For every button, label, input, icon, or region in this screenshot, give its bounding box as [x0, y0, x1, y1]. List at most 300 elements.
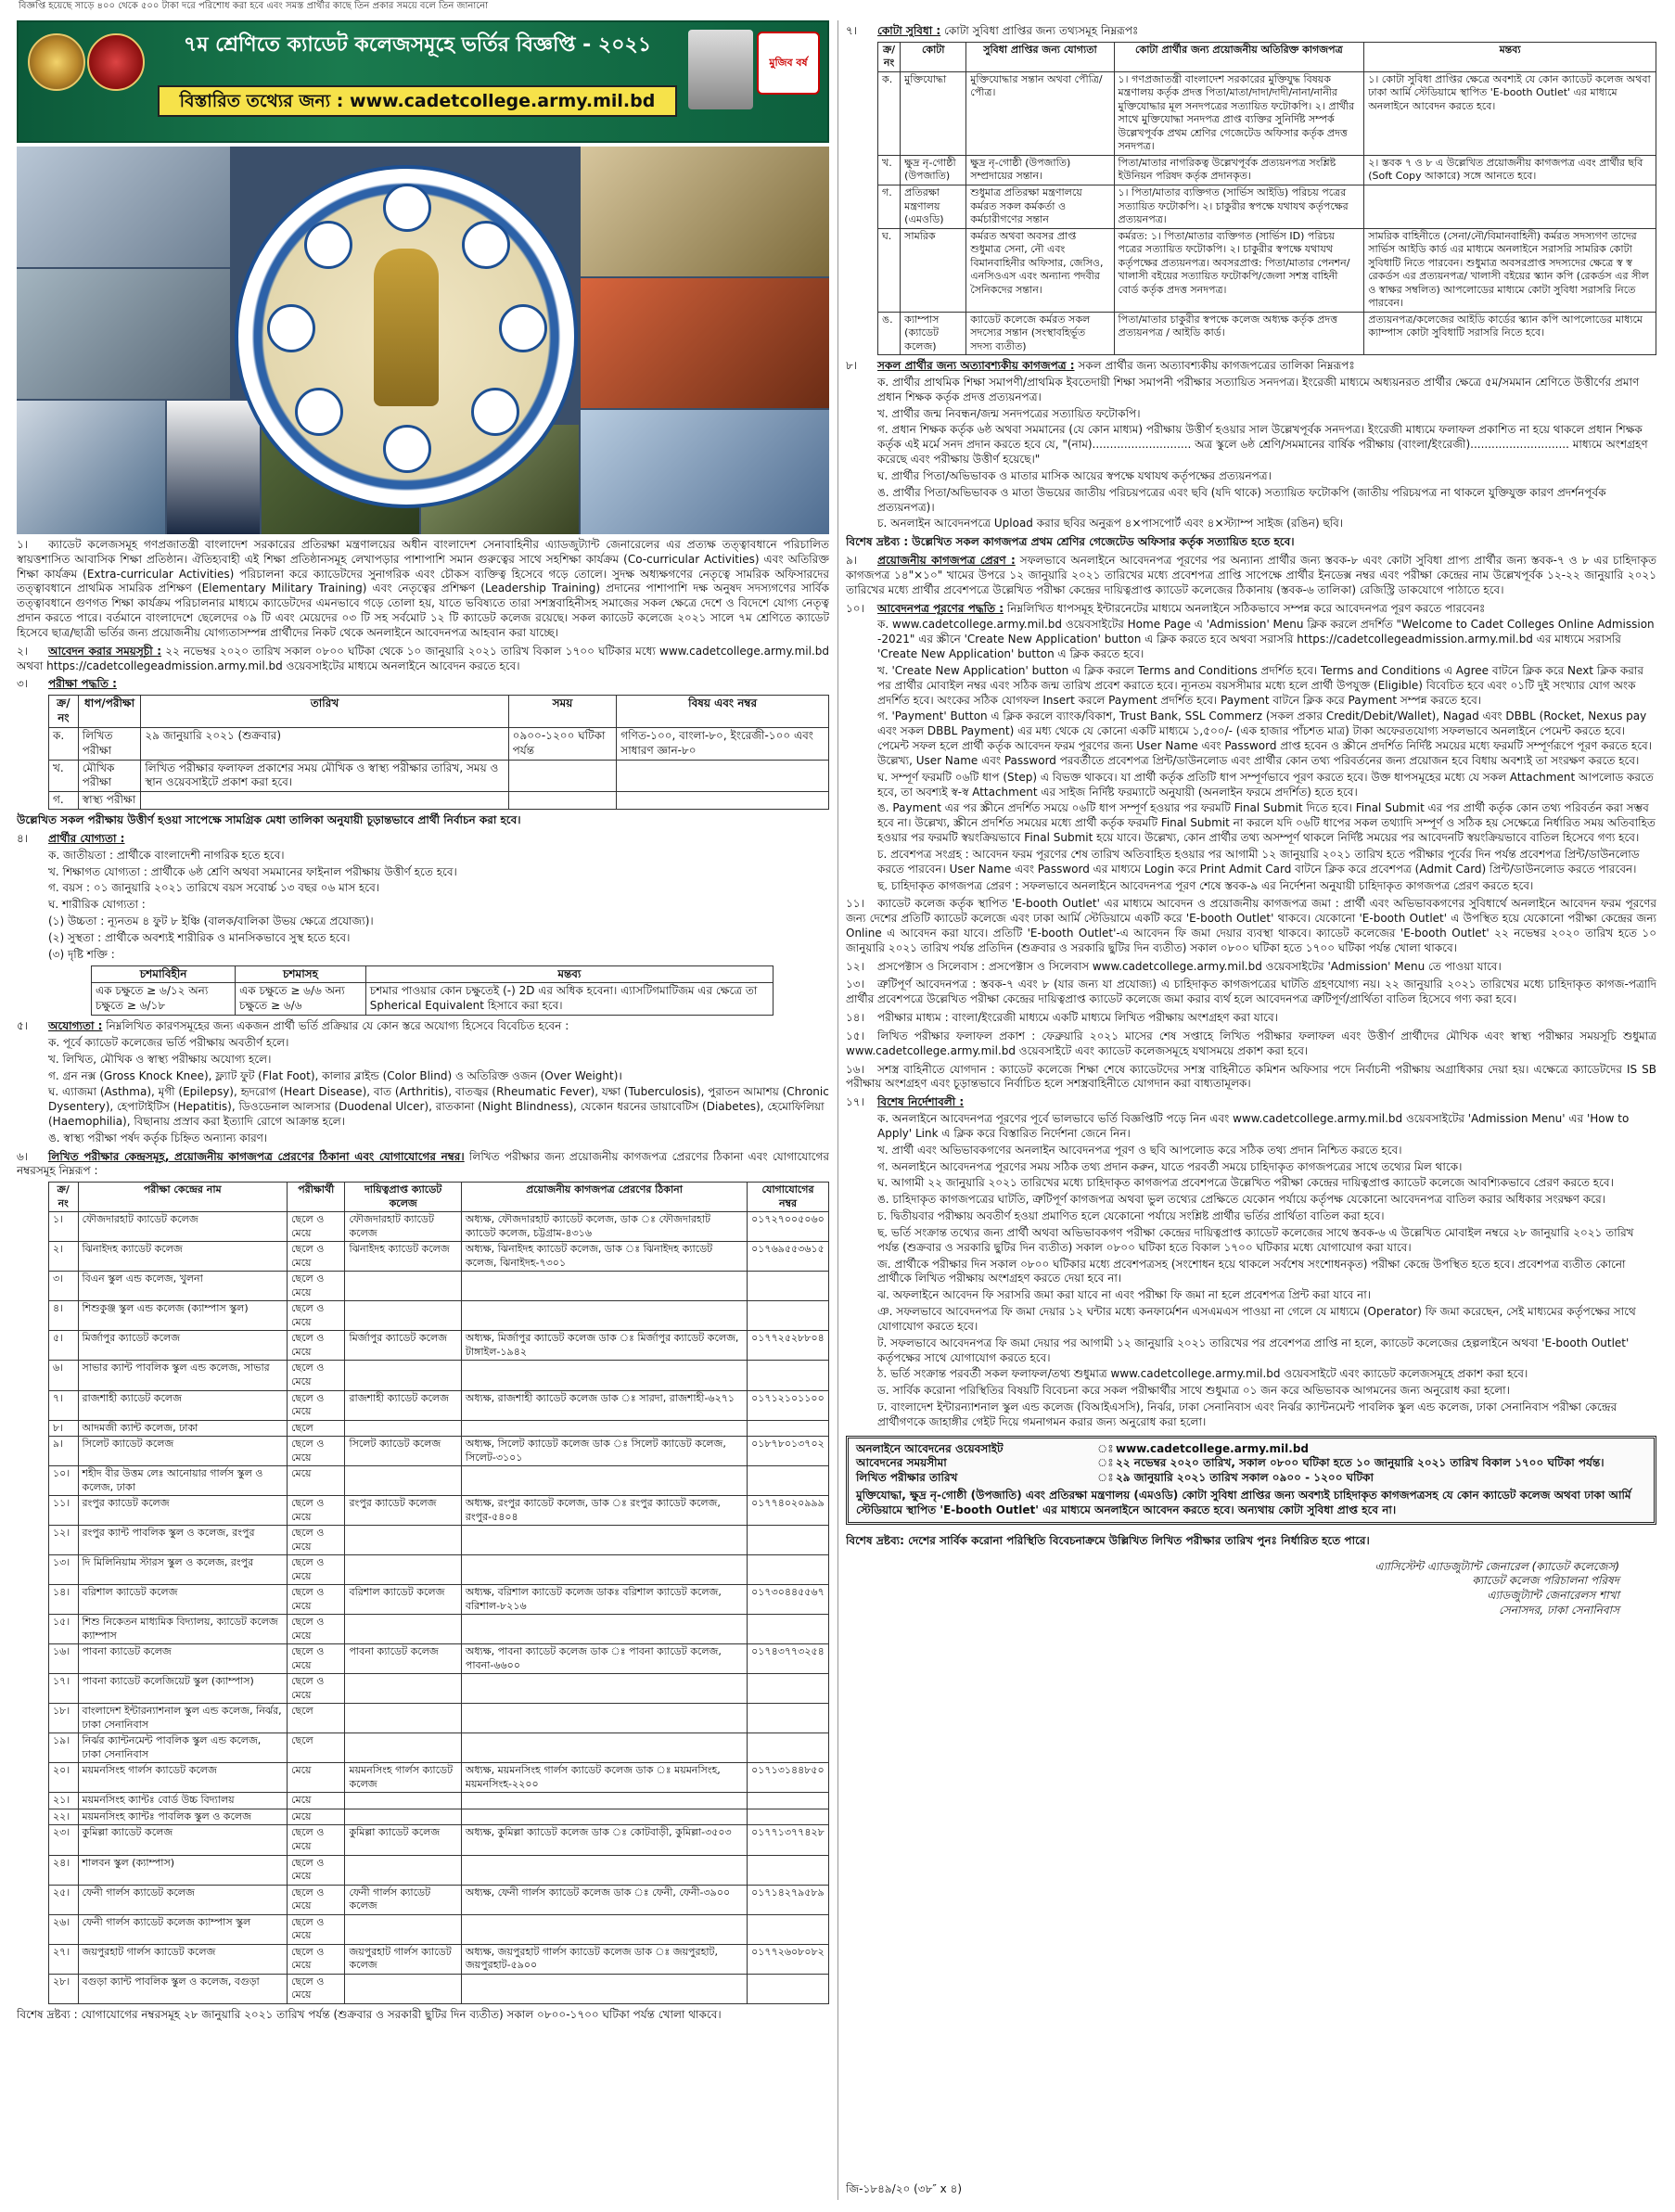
table-cell	[345, 1809, 461, 1825]
table-cell: ফেনী গার্লস ক্যাডেট কলেজ	[345, 1885, 461, 1914]
summary-label: লিখিত পরীক্ষার তারিখ	[856, 1471, 958, 1485]
para-4: ৪। প্রার্থীর যোগ্যতা :	[17, 831, 125, 845]
table-cell	[345, 1301, 461, 1331]
table-cell: ১। গণপ্রজাতন্ত্রী বাংলাদেশ সরকারের মুক্তিযুদ্ধ বিষয়ক মন্ত্রণালয় কর্তৃক প্রদত্ত পিতা/মাতা/দাদা/দাদী/নানা/নানীর মুক্তিযোদ্ধার মূল সনদপত্রের সত্যায়িত ফটোকপি। ২। প্রার্থীর সাথে মুক্তিযোদ্ধা সনদপত্র প্রাপ্ত ব্যক্তির সুনির্দিষ্ট সম্পর্ক উল্লেখপূর্বক প্রথম শ্রেণির গেজেটেড অফিসার কর্তৃক প্রদত্ত সনদপত্র।	[1114, 71, 1364, 155]
table-cell: অধ্যক্ষ, বরিশাল ক্যাডেট কলেজ ডাকঃ বরিশাল ক্যাডেট কলেজ, বরিশাল-৮২১৬	[461, 1585, 747, 1615]
table-cell	[345, 1361, 461, 1390]
para-9: ৯। প্রয়োজনীয় কাগজপত্র প্রেরণ : সফলভাবে অনলাইনে আবেদনপত্র পূরণের পর অন্যান্য প্রার্থীর জন্য স্তবক-৮ এবং কোটা সুবিধা প্রাপ্য প্রার্থীর জন্য স্তবক-৭ ও ৮ এর চাহিদাকৃত কাগজপত্র ১৪"×১০" খামের উপরে ১২ জানুয়ারি ২০২১ তারিখের মধ্যে প্রবেশপত্র প্রাপ্তি সাপেক্ষে প্রার্থীর ইনডেক্স নম্বর এবং পরীক্ষা কেন্দ্রের নাম উল্লেখপূর্বক ১২-২২ জানুয়ারি ২০২১ তারিখের মধ্যে প্রার্থীর প্রবেশপত্রে উল্লেখিত পরীক্ষা কেন্দ্রের দায়িত্বপ্রাপ্ত ক্যাডেট কলেজের ঠিকানায় (স্তবক-৬ তালিকা) রেজিস্ট্রি ডাকযোগে পাঠাতে হবে।	[846, 554, 1656, 596]
document-item: চ. অনলাইন আবেদনপত্রে Upload করার ছবির অনুরূপ ৪×পাসপোর্ট এবং ৪×স্ট্যাম্প সাইজ (রঙিন) ছবি।	[877, 517, 1344, 531]
top-strip-text: বিজ্ঞপ্তি হয়েছে সাড়ে ৪০০ থেকে ৫০০ টাকা দরে পরিশোধ করা হবে এবং সমস্ত প্রার্থীর কাছে তিন প্রকার সময়ে বলে তিন জানানো	[19, 1, 489, 11]
table-cell: ছেলে ও মেয়ে	[288, 1555, 345, 1585]
table-cell	[748, 1615, 829, 1644]
eligibility-item: খ. শিক্ষাগত যোগ্যতা : প্রার্থীকে ৬ষ্ঠ শ্রেণি অথবা সমমানের ফাইনাল পরীক্ষায় উত্তীর্ণ হতে হবে।	[48, 864, 457, 878]
table-cell: ছেলে ও মেয়ে	[288, 1301, 345, 1331]
para-12: ১২। প্রসপেক্টাস ও সিলেবাস : প্রসপেক্টাস ও সিলেবাস www.cadetcollege.army.mil.bd ওয়েবসাইটের 'Admission' Menu তে পাওয়া যাবে।	[846, 959, 1502, 973]
vision-table	[91, 965, 774, 1016]
table-cell: মৌখিক পরীক্ষা	[78, 760, 141, 792]
quota-row	[878, 312, 1656, 355]
table-cell: ২৮।	[49, 1974, 79, 2003]
instruction-item: খ. প্রার্থী এবং অভিভাবকগণের অনলাইন আবেদনপত্র পূরণ ও ছবি আপলোড করে সঠিক তথ্য প্রদান নিশ্চিত করতে হবে।	[877, 1143, 1402, 1157]
table-header-cell: চশমাসহ	[236, 965, 366, 983]
table-cell: ফেনী গার্লস ক্যাডেট কলেজ ক্যাম্পাস স্কুল	[78, 1914, 288, 1944]
table-header-row	[92, 965, 774, 983]
table-cell: মুক্তিযোদ্ধার সন্তান অথবা পৌত্রি/পৌত্র।	[966, 71, 1114, 155]
cadet-college-crest-icon	[87, 33, 145, 91]
table-cell: মুক্তিযোদ্ধা	[901, 71, 966, 155]
college-badge-icon	[267, 304, 315, 352]
left-column	[17, 20, 829, 2205]
table-cell: মেয়ে	[288, 1793, 345, 1809]
table-header-cell: মন্তব্য	[1364, 42, 1656, 71]
table-cell	[461, 1733, 747, 1763]
disqualification-item: ঙ. স্বাস্থ্য পরীক্ষা পর্ষদ কর্তৃক চিহ্নিত অন্যান্য কারণ।	[48, 1131, 268, 1144]
science-lab-photo	[17, 269, 230, 399]
table-cell	[748, 1733, 829, 1763]
table-cell: ছেলে ও মেয়ে	[288, 1615, 345, 1644]
table-header-row	[878, 42, 1656, 71]
eligibility-item: ঘ. শারীরিক যোগ্যতা :	[48, 898, 146, 912]
table-cell	[617, 760, 829, 792]
table-cell: ঝিনাইদহ ক্যাডেট কলেজ	[345, 1242, 461, 1272]
website-bar: বিস্তারিত তথ্যের জন্য : www.cadetcollege.army.mil.bd	[158, 85, 677, 117]
table-cell: রংপুর ক্যান্ট পাবলিক স্কুল ও কলেজ, রংপুর	[78, 1526, 288, 1555]
table-cell: ০১৭১৩১৪৪৮৫০	[748, 1763, 829, 1793]
table-cell: ০১৭৬৯৫৫৩৬১৫	[748, 1242, 829, 1272]
center-row	[49, 1825, 829, 1855]
instruction-item: গ. অনলাইনে আবেদনপত্র পূরণের সময় সঠিক তথ্য প্রদান করুন, যাতে পরবর্তী সময়ে চাহিদাকৃত কাগজপত্রের সাথে তথ্যের মিল থাকে।	[877, 1159, 1463, 1173]
table-cell: ছেলে	[288, 1704, 345, 1733]
quota-row	[878, 71, 1656, 155]
para-11: ১১। ক্যাডেট কলেজ কর্তৃক স্থাপিত 'E-booth Outlet' এর মাধ্যমে আবেদন ও প্রয়োজনীয় কাগজপত্র জমা : প্রার্থী এবং অভিভাবকগণের সুবিধার্থে অনলাইনে আবেদন ফরম পূরণের জন্য দেশের প্রতিটি ক্যাডেট কলেজে এবং ঢাকা আর্মি স্টেডিয়ামে একটি করে 'E-booth Outlet' থাকবে। যেকোনো 'E-booth Outlet' এ উপস্থিত হয়ে যেকোনো পরীক্ষা কেন্দ্রের জন্য Online এ আবেদন করা যাবে। প্রতিটি 'E-booth Outlet'-এ আবেদন ফি জমা দেয়ার ব্যবস্থা থাকবে। ক্যাডেট কলেজের 'E-booth Outlet' ২২ নভেম্বর ২০২০ তারিখ হতে ১০ জানুয়ারি ২০২১ তারিখ পর্যন্ত প্রতিদিন (শুক্রবার ও সরকারি ছুটির দিন ব্যতীত) সকাল ০৮০০ ঘটিকা হতে ১৭০০ ঘটিকা পর্যন্ত খোলা থাকবে।	[846, 897, 1656, 954]
mujib-borsho-logo: মুজিব বর্ষ	[757, 32, 820, 95]
college-badge-icon	[383, 184, 431, 232]
table-cell: বিএন স্কুল এন্ড কলেজ, খুলনা	[78, 1272, 288, 1301]
table-cell: ঘ.	[878, 228, 901, 312]
table-cell	[345, 1974, 461, 2003]
para-10: ১০। আবেদনপত্র পূরণের পদ্ধতি : নিম্নলিখিত ধাপসমূহ ইন্টারনেটের মাধ্যমে অনলাইনে সঠিকভাবে সম্পন্ন করে আবেদনপত্র পূরণ করতে পারবেনঃ	[846, 601, 1486, 615]
table-cell: ০১৭৭১৩৭৭৪২৮	[748, 1825, 829, 1855]
table-cell: ০১৭৪৩৭৭৩২৫৪	[748, 1644, 829, 1674]
table-cell: ২৭।	[49, 1944, 79, 1974]
table-cell: ৩।	[49, 1272, 79, 1301]
table-header-cell: ক্র/নং	[49, 696, 79, 728]
table-cell	[748, 1555, 829, 1585]
exam-schedule-table	[48, 695, 829, 810]
eligibility-item: (৩) দৃষ্টি শক্তি :	[48, 947, 115, 961]
table-header-cell: মন্তব্য	[365, 965, 773, 983]
table-cell: অধ্যক্ষ, ঝিনাইদহ ক্যাডেট কলেজ, ডাক ঃ ঝিনাইদহ ক্যাডেট কলেজ, ঝিনাইদহ-৭৩০১	[461, 1242, 747, 1272]
para-17: ১৭। বিশেষ নির্দেশাবলী :	[846, 1095, 965, 1109]
table-cell: গণিত-১০০, বাংলা-৮০, ইংরেজী-১০০ এবং সাধারণ জ্ঞান-৮০	[617, 727, 829, 760]
quota-row	[878, 185, 1656, 228]
table-cell	[345, 1466, 461, 1496]
table-cell	[461, 1555, 747, 1585]
parade-photo	[581, 147, 829, 276]
table-cell: ছেলে ও মেয়ে	[288, 1914, 345, 1944]
table-header-cell: ক্র/নং	[878, 42, 901, 71]
table-cell: অধ্যক্ষ, পাবনা ক্যাডেট কলেজ ডাক ঃ পাবনা ক্যাডেট কলেজ, পাবনা-৬৬০০	[461, 1644, 747, 1674]
application-step: ঙ. Payment এর পর স্ক্রীনে প্রদর্শিত সময়ে ০৬টি ধাপ সম্পূর্ণ হওয়ার পর ফরমটি Final Submit দিতে হবে। Final Submit এর পর প্রার্থী কর্তৃক কোন তথ্য পরিবর্তন করা সম্ভব হবে না। উল্লেখ্য, স্ক্রীনে প্রদর্শিত সময়ের মধ্যে প্রার্থী কর্তৃক ফরমটি Final Submit না করলে যদি ০৬টি ধাপের সকল তথ্যাদি সম্পূর্ণ ও সঠিক হয় সেক্ষেত্রে নির্ধারিত সময় অতিবাহিত হওয়ার পর ফরমটি স্বয়ংক্রিয়ভাবে Final Submit হয়ে যাবে। উল্লেখ্য, কোন প্রার্থীর তথ্য অসম্পূর্ণ থাকলে নির্দিষ্ট সময়ের পর আবেদনটি স্বয়ংক্রিয়ভাবে বাতিল হিসেবে গণ্য হবে।	[877, 801, 1656, 845]
para-3: ৩। পরীক্ষা পদ্ধতি :	[17, 677, 117, 691]
table-cell: ফৌজদারহাট ক্যাডেট কলেজ	[345, 1212, 461, 1242]
table-cell: শিশু নিকেতন মাধ্যমিক বিদ্যালয়, ক্যাডেট কলেজ ক্যাম্পাস	[78, 1615, 288, 1644]
table-cell: ২২।	[49, 1809, 79, 1825]
center-row	[49, 1301, 829, 1331]
table-cell: ক্ষুদ্র নৃ-গোষ্ঠী (উপজাতি)	[901, 155, 966, 185]
quota-summary-note: মুক্তিযোদ্ধা, ক্ষুদ্র নৃ-গোষ্ঠী (উপজাতি) এবং প্রতিরক্ষা মন্ত্রণালয় (এমওডি) কোটা সুবিধা প্রাপ্তির জন্য অবশ্যই চাহিদাকৃত কাগজপত্রসহ যে কোন ক্যাডেট কলেজ অথবা ঢাকা আর্মি স্টেডিয়ামে স্থাপিত 'E-booth Outlet' এর মাধ্যমে অনলাইনে আবেদন করতে হবে। অন্যথায় কোটা সুবিধা প্রাপ্ত হবে না।	[856, 1489, 1631, 1516]
signature-line: ক্যাডেট কলেজ পরিচালনা পরিষদ	[1472, 1574, 1619, 1588]
table-cell: ০১৭৭৪০২০৯৯৯	[748, 1496, 829, 1526]
disqualification-list	[17, 1036, 829, 1146]
table-cell: ০১৭৭২৬০৮০৮২	[748, 1944, 829, 1974]
summary-rows	[856, 1442, 1646, 1486]
center-row	[49, 1793, 829, 1809]
right-column	[846, 20, 1656, 2205]
table-cell	[748, 1674, 829, 1704]
table-cell: গ.	[49, 792, 79, 810]
table-cell	[345, 1526, 461, 1555]
table-cell: স্বাস্থ্য পরীক্ষা	[78, 792, 141, 810]
instruction-item: ঙ. চাহিদাকৃত কাগজপত্রের ঘাটতি, ত্রুটিপূর্ণ কাগজপত্র অথবা ভুল তথ্যের প্রেক্ষিতে যেকোন পর্যায়ে কর্তৃপক্ষ যেকোনো আবেদনপত্র বাতিল করার অধিকার সংরক্ষণ করে।	[877, 1193, 1605, 1207]
table-cell: মেয়ে	[288, 1763, 345, 1793]
table-cell: বাংলাদেশ ইন্টারন্যাশনাল স্কুল এন্ড কলেজ, নির্ঝর, ঢাকা সেনানিবাস	[78, 1704, 288, 1733]
quota-row	[878, 155, 1656, 185]
table-cell: ফৌজদারহাট ক্যাডেট কলেজ	[78, 1212, 288, 1242]
table-cell: ২৬।	[49, 1914, 79, 1944]
table-cell	[461, 1466, 747, 1496]
army-crest-icon	[28, 33, 85, 91]
center-row	[49, 1526, 829, 1555]
table-cell: ২৩।	[49, 1825, 79, 1855]
college-badge-icon	[304, 221, 352, 269]
centers-note: বিশেষ দ্রষ্টব্য : যোগাযোগের নম্বরসমূহ ২৮ জানুয়ারি ২০২১ তারিখ পর্যন্ত (শুক্রবার ও সরকারী ছুটির দিন ব্যতীত) সকাল ০৮০০-১৭০০ ঘটিকা পর্যন্ত খোলা থাকবে।	[17, 2007, 722, 2021]
center-row	[49, 1466, 829, 1496]
table-cell	[461, 1855, 747, 1885]
summary-value: ২৯ জানুয়ারি ২০২১ তারিখ সকাল ০৯০০ - ১২০০ ঘটিকা	[1116, 1471, 1374, 1485]
center-row	[49, 1944, 829, 1974]
table-cell: প্রতিরক্ষা মন্ত্রণালয় (এমওডি)	[901, 185, 966, 228]
table-cell: ফেনী গার্লস ক্যাডেট কলেজ	[78, 1885, 288, 1914]
table-header-cell: বিষয় এবং নম্বর	[617, 696, 829, 728]
eligibility-list	[17, 849, 829, 963]
table-cell	[508, 760, 617, 792]
table-header-cell: ক্র/নং	[49, 1183, 79, 1212]
table-cell: মির্জাপুর ক্যাডেট কলেজ	[78, 1331, 288, 1361]
instruction-item: ঢ. বাংলাদেশ ইন্টারন্যাশনাল স্কুল এন্ড কলেজ (বিআইএসসি), নির্ঝর, ঢাকা সেনানিবাস এবং নির্ঝর ক্যান্টনমেন্ট পাবলিক স্কুল এন্ড কলেজ, ঢাকা সেনানিবাস পরীক্ষা কেন্দ্রের প্রার্থীগণকে জাহাঙ্গীর গেইট দিয়ে গমনাগমন করার জন্য অনুরোধ করা হলো।	[877, 1400, 1617, 1428]
table-cell: লিখিত পরীক্ষা	[78, 727, 141, 760]
table-header-cell: সুবিধা প্রাপ্তির জন্য যোগ্যতা	[966, 42, 1114, 71]
table-cell: চশমার পাওয়ার কোন চক্ষুতেই (-) 2D এর অধিক হবেনা। এ্যাসটিগমাটিজম এর ক্ষেত্রে তা Spherical Equivalent হিসাবে করা হবে।	[365, 983, 773, 1016]
table-cell: অধ্যক্ষ, রংপুর ক্যাডেট কলেজ, ডাক ঃ রংপুর ক্যাডেট কলেজ, রংপুর-৫৪০৪	[461, 1496, 747, 1526]
table-cell: মেয়ে	[288, 1809, 345, 1825]
para-15: ১৫। লিখিত পরীক্ষার ফলাফল প্রকাশ : ফেব্রুয়ারি ২০২১ মাসের শেষ সপ্তাহে লিখিত পরীক্ষার ফলাফল এবং উত্তীর্ণ প্রার্থীদের মৌখিক এবং স্বাস্থ্য পরীক্ষার সময়সূচি শুধুমাত্র www.cadetcollege.army.mil.bd ওয়েবসাইটে এবং ক্যাডেট কলেজসমূহে যথাসময়ে প্রকাশ করা হবে।	[846, 1029, 1656, 1057]
table-cell: বরিশাল ক্যাডেট কলেজ	[345, 1585, 461, 1615]
table-cell: ১। পিতা/মাতার ব্যক্তিগত (সার্ভিস আইডি) পরিচয় পত্রের সত্যায়িত ফটোকপি। ২। চাকুরীর স্বপক্ষে যথাযথ কর্তৃপক্ষের প্রত্যয়নপত্র।	[1114, 185, 1364, 228]
reference-number: জি-১৮৪৯/২০ (৩৮″ x ৪)	[846, 2182, 963, 2196]
quota-row	[878, 228, 1656, 312]
table-cell: বগুড়া ক্যান্ট পাবলিক স্কুল ও কলেজ, বগুড়া	[78, 1974, 288, 2003]
quota-table	[877, 42, 1656, 355]
application-step: খ. 'Create New Application' button এ ক্লিক করলে Terms and Conditions প্রদর্শিত হবে। Terms and Conditions এ Agree বাটনে ক্লিক করে Next ক্লিক করার পর প্রার্থীর মোবাইল নম্বর এবং সঠিক জন্ম তারিখ প্রবেশ করাতে হবে। ন্যূনতম বয়সসীমার মধ্যে হলে প্রার্থী উপযুক্ত (Eligible) বিবেচিত হবে এবং ০১টি দুই সংখ্যার যোগ অংক প্রদর্শিত হবে। অংকের সঠিক যোগফল Insert করলে Payment প্রদর্শিত হবে। Payment বাটনে ক্লিক করে Payment সম্পন্ন করতে হবে।	[877, 663, 1643, 707]
table-header-cell: পরীক্ষা কেন্দ্রের নাম	[78, 1183, 288, 1212]
instruction-item: জ. প্রার্থীকে পরীক্ষার দিন সকাল ০৮০০ ঘটিকার মধ্যে প্রবেশপত্রসহ (সংশোধন হয়ে থাকলে সর্বশেষ সংশোধনকৃত) পরীক্ষা কেন্দ্রে উপস্থিত হতে হবে। প্রবেশপত্র ব্যতীত কোনো প্রার্থীকে লিখিত পরীক্ষায় অংশগ্রহণ করতে দেয়া হবে না।	[877, 1257, 1626, 1285]
table-cell: রাজশাহী ক্যাডেট কলেজ	[345, 1390, 461, 1420]
table-cell: ঙ.	[878, 312, 901, 355]
notice-title: ৭ম শ্রেণিতে ক্যাডেট কলেজসমূহে ভর্তির বিজ্ঞপ্তি - ২০২১	[183, 33, 652, 57]
summary-value[interactable]: www.cadetcollege.army.mil.bd	[1116, 1441, 1310, 1455]
table-cell: শহীদ বীর উত্তম লেঃ আনোয়ার গার্লস স্কুল ও কলেজ, ঢাকা	[78, 1466, 288, 1496]
center-row	[49, 1855, 829, 1885]
table-cell: গ.	[878, 185, 901, 228]
table-cell: ময়মনসিংহ ক্যান্টঃ বোর্ড উচ্চ বিদ্যালয়	[78, 1793, 288, 1809]
air-force-photo	[581, 410, 829, 534]
table-cell: কর্মরত: ১। পিতা/মাতার ব্যক্তিগত (সার্ভিস ID) পরিচয় পত্রের সত্যায়িত ফটোকপি। ২। চাকুরীর স্বপক্ষে যথাযথ কর্তৃপক্ষের প্রত্যয়নপত্র। অবসরপ্রাপ্ত: পিতা/মাতার পেনশন/খালাসী বইয়ের সত্যায়িত ফটোকপি/জেলা সশস্ত্র বাহিনী বোর্ড কর্তৃক প্রদত্ত সনদপত্র।	[1114, 228, 1364, 312]
table-cell: মেয়ে	[288, 1466, 345, 1496]
table-cell	[748, 1793, 829, 1809]
signature-block	[846, 1560, 1619, 1618]
table-cell: ছেলে ও মেয়ে	[288, 1496, 345, 1526]
exam-row	[49, 792, 829, 810]
center-row	[49, 1704, 829, 1733]
application-step: ঘ. সম্পূর্ণ ফরমটি ০৬টি ধাপ (Step) এ বিভক্ত থাকবে। যা প্রার্থী কর্তৃক প্রতিটি ধাপ সম্পূর্ণভাবে পূরণ করতে হবে। উক্ত ধাপসমূহের মধ্যে যে সকল Attachment আপলোড করতে হবে, তা অবশ্যই স্ব-স্ব Attachment এর সাইজ নির্দিষ্ট ফরম্যাটে অনুযায়ী (অনলাইন ফরমে প্রদর্শিত) হতে হবে।	[877, 770, 1654, 799]
summary-box	[846, 1436, 1656, 1525]
center-row	[49, 1242, 829, 1272]
vision-row	[92, 983, 774, 1016]
center-row	[49, 1674, 829, 1704]
summary-row	[856, 1442, 1646, 1457]
table-cell	[345, 1420, 461, 1437]
instruction-item: ট. সফলভাবে আবেদনপত্র ফি জমা দেয়ার পর আগামী ১২ জানুয়ারি ২০২১ তারিখের পর প্রবেশপত্র প্রাপ্তি না হলে, ক্যাডেট কলেজের হেল্পলাইনে অথবা 'E-booth Outlet' কর্তৃপক্ষের সাথে যোগাযোগ করতে হবে।	[877, 1336, 1630, 1364]
header-banner	[17, 20, 829, 143]
table-cell: ২।	[49, 1242, 79, 1272]
table-cell: ময়মনসিংহ ক্যান্টঃ পাবলিক স্কুল ও কলেজ	[78, 1809, 288, 1825]
summary-colon: ঃ	[1097, 1471, 1114, 1485]
table-cell: বরিশাল ক্যাডেট কলেজ	[78, 1585, 288, 1615]
application-step: চ. প্রবেশপত্র সংগ্রহ : আবেদন ফরম পূরণের শেষ তারিখ অতিবাহিত হওয়ার পর আগামী ১২ জানুয়ারি ২০২১ তারিখ হতে পরীক্ষার পূর্বের দিন পর্যন্ত প্রবেশপত্র প্রিন্ট/ডাউনলোড করতে পারবেন। User Name এবং Password এর মাধ্যমে Login করে Print Admit Card বাটনে ক্লিক করে প্রবেশপত্র (Admit Card) প্রিন্ট/ডাউনলোড করতে পারবেন।	[877, 847, 1640, 876]
table-cell: ছেলে ও মেয়ে	[288, 1585, 345, 1615]
exam-row	[49, 727, 829, 760]
table-cell: ছেলে ও মেয়ে	[288, 1944, 345, 1974]
table-cell: ছেলে ও মেয়ে	[288, 1644, 345, 1674]
table-cell: পাবনা ক্যাডেট কলেজিয়েট স্কুল (ক্যাম্পাস)	[78, 1674, 288, 1704]
table-header-cell: সময়	[508, 696, 617, 728]
table-cell: খ.	[878, 155, 901, 185]
table-cell: অধ্যক্ষ, মির্জাপুর ক্যাডেট কলেজ ডাক ঃ মির্জাপুর ক্যাডেট কলেজ, টাঙ্গাইল-১৯৪২	[461, 1331, 747, 1361]
summary-label: অনলাইনে আবেদনের ওয়েবসাইট	[856, 1441, 1004, 1455]
table-cell: ১৫।	[49, 1615, 79, 1644]
table-cell: ০৯০০-১২০০ ঘটিকা পর্যন্ত	[508, 727, 617, 760]
table-cell: ০১৮৭৮০১৩৭০২	[748, 1437, 829, 1466]
table-header-cell: ধাপ/পরীক্ষা	[78, 696, 141, 728]
signature-line: এ্যাডজুট্যান্ট জেনারেলস শাখা	[1487, 1589, 1619, 1603]
table-cell	[345, 1855, 461, 1885]
table-cell	[748, 1704, 829, 1733]
table-cell: ছেলে ও মেয়ে	[288, 1437, 345, 1466]
table-cell: ০১৭২৭০০৫০৬০	[748, 1212, 829, 1242]
table-cell: অধ্যক্ষ, রাজশাহী ক্যাডেট কলেজ ডাক ঃ সারদা, রাজশাহী-৬২৭১	[461, 1390, 747, 1420]
table-cell	[345, 1615, 461, 1644]
computer-lab-photo	[17, 147, 230, 267]
para-16: ১৬। সশস্ত্র বাহিনীতে যোগদান : ক্যাডেট কলেজে শিক্ষা শেষে ক্যাডেটদের সশস্ত্র বাহিনীতে কমিশন অফিসার পদে নির্বাচনী পরীক্ষায় অগ্রাধিকার দেয়া হয়। এক্ষেত্রে ক্যাডেটদের IS SB পরীক্ষায় অংশগ্রহণ এবং চূড়ান্তভাবে নির্বাচিত হলে সশস্ত্রবাহিনীতে যোগদান করা বাধ্যতামূলক।	[846, 1062, 1656, 1091]
center-row	[49, 1585, 829, 1615]
table-cell: জয়পুরহাট গার্লস ক্যাডেট কলেজ	[78, 1944, 288, 1974]
table-cell: ক.	[878, 71, 901, 155]
table-cell	[141, 792, 508, 810]
center-row	[49, 1331, 829, 1361]
table-header-cell: কোটা	[901, 42, 966, 71]
table-header-cell: চশমাবিহীন	[92, 965, 236, 983]
table-cell	[748, 1420, 829, 1437]
table-cell: ০১৭৭২৫২৮৮০৪	[748, 1331, 829, 1361]
table-cell: ৫।	[49, 1331, 79, 1361]
table-cell: আদমজী ক্যান্ট কলেজ, ঢাকা	[78, 1420, 288, 1437]
table-cell: ১৭।	[49, 1674, 79, 1704]
table-cell: সাভার ক্যান্ট পাবলিক স্কুল এন্ড কলেজ, সাভার	[78, 1361, 288, 1390]
table-cell: ২০।	[49, 1763, 79, 1793]
para-7: ৭। কোটা সুবিধা : কোটা সুবিধা প্রাপ্তির জন্য তথ্যসমূহ নিম্নরূপঃ	[846, 24, 1139, 37]
table-cell: রংপুর ক্যাডেট কলেজ	[78, 1496, 288, 1526]
table-cell: মির্জাপুর ক্যাডেট কলেজ	[345, 1331, 461, 1361]
table-header-cell: প্রয়োজনীয় কাগজপত্র প্রেরণের ঠিকানা	[461, 1183, 747, 1212]
table-cell: ১৬।	[49, 1644, 79, 1674]
table-cell: পিতা/মাতার নাগরিকত্ব উল্লেখপূর্বক প্রত্যয়নপত্র সংশ্লিষ্ট ইউনিয়ন পরিষদ কর্তৃক প্রদানকৃত।	[1114, 155, 1364, 185]
summary-colon: ঃ	[1097, 1441, 1114, 1455]
table-cell	[461, 1301, 747, 1331]
table-cell: ছেলে ও মেয়ে	[288, 1331, 345, 1361]
document-item: খ. প্রার্থীর জন্ম নিবন্ধন/জন্ম সনদপত্রের সত্যায়িত ফটোকপি।	[877, 406, 1141, 420]
table-cell: রাজশাহী ক্যাডেট কলেজ	[78, 1390, 288, 1420]
table-cell: ক.	[49, 727, 79, 760]
application-step: ছ. চাহিদাকৃত কাগজপত্র প্রেরণ : সফলভাবে অনলাইনে আবেদনপত্র পূরণ শেষে স্তবক-৯ এর নির্দেশনা অনুযায়ী চাহিদাকৃত কাগজপত্র প্রেরণ করতে হবে।	[877, 878, 1534, 892]
disqualification-item: ক. পূর্বে ক্যাডেট কলেজের ভর্তি পরীক্ষায় অবতীর্ণ হলে।	[48, 1035, 289, 1049]
instruction-item: ঠ. ভর্তি সংক্রান্ত পরবর্তী সকল ফলাফল/তথ্য শুধুমাত্র www.cadetcollege.army.mil.bd ওয়েবসাইটে এবং ক্যাডেট কলেজসমূহে প্রকাশ করা হবে।	[877, 1367, 1528, 1381]
table-cell: ছেলে ও মেয়ে	[288, 1242, 345, 1272]
table-cell: ছেলে ও মেয়ে	[288, 1825, 345, 1855]
table-cell: ২১।	[49, 1793, 79, 1809]
special-note: বিশেষ দ্রষ্টব্য: দেশের সার্বিক করোনা পরিস্থিতি বিবেচনাক্রমে উল্লিখিত লিখিত পরীক্ষার তারিখ পুনঃ নির্ধারিত হতে পারে।	[846, 1533, 1370, 1547]
table-cell	[345, 1704, 461, 1733]
instruction-item: ঘ. আগামী ২২ জানুয়ারি ২০২১ তারিখের মধ্যে চাহিদাকৃত কাগজপত্র প্রবেশপত্রে উল্লেখিত পরীক্ষা কেন্দ্রের দায়িত্বপ্রাপ্ত ক্যাডেট কলেজে আবশ্যিকভাবে প্রেরণ করতে হবে।	[877, 1176, 1614, 1190]
application-step: ক. www.cadetcollege.army.mil.bd ওয়েবসাইটের Home Page এ 'Admission' Menu ক্লিক করলে প্রদর্শিত "Welcome to Cadet Colleges Online Admission -2021" এর স্ক্রীনে 'Create New Application' button এ ক্লিক করতে হবে অথবা সরাসরি https://cadetcollegeadmission.army.mil.bd এর মাধ্যমে সরাসরি 'Create New Application' button এ ক্লিক করতে হবে।	[877, 618, 1655, 661]
table-cell	[461, 1615, 747, 1644]
table-cell: কর্মরত অথবা অবসর প্রাপ্ত শুধুমাত্র সেনা, নৌ এবং বিমানবাহিনীর অফিসার, জেসিও, এনসিওএস এবং অন্যান্য পদবীর সৈনিকদের সন্তান।	[966, 228, 1114, 312]
application-steps-list	[846, 618, 1656, 893]
table-cell: ছেলে ও মেয়ে	[288, 1212, 345, 1242]
table-cell: এক চক্ষুতে ≥ ৬/৬ অন্য চক্ষুতে ≥ ৬/৬	[236, 983, 366, 1016]
eligibility-item: গ. বয়স : ০১ জানুয়ারি ২০২১ তারিখে বয়স সবোর্চ্চ ১৩ বছর ০৬ মাস হবে।	[48, 881, 380, 895]
table-cell: কুমিল্লা ক্যাডেট কলেজ	[345, 1825, 461, 1855]
table-cell	[461, 1272, 747, 1301]
table-cell: ছেলে ও মেয়ে	[288, 1272, 345, 1301]
table-cell: ৬।	[49, 1361, 79, 1390]
table-cell: ক্যাডেট কলেজে কর্মরত সকল সদস্যের সন্তান (সংস্থাবহির্ভূত সদস্য ব্যতীত)	[966, 312, 1114, 355]
table-cell	[508, 792, 617, 810]
table-header-row	[49, 696, 829, 728]
center-row	[49, 1437, 829, 1466]
table-cell: ২৪।	[49, 1855, 79, 1885]
table-cell: অধ্যক্ষ, ফৌজদারহাট ক্যাডেট কলেজ, ডাক ঃ ফৌজদারহাট ক্যাডেট কলেজ, চট্টগ্রাম-৪৩১৬	[461, 1212, 747, 1242]
table-cell	[748, 1466, 829, 1496]
table-cell: ছেলে ও মেয়ে	[288, 1674, 345, 1704]
table-cell	[461, 1420, 747, 1437]
college-badge-icon	[471, 388, 519, 436]
table-cell: অধ্যক্ষ, ময়মনসিংহ গার্লস ক্যাডেট কলেজ ডাক ঃ ময়মনসিংহ, ময়মনসিংহ-২২০০	[461, 1763, 747, 1793]
table-cell: লিখিত পরীক্ষার ফলাফল প্রকাশের সময় মৌখিক ও স্বাস্থ্য পরীক্ষার তারিখ, সময় ও স্থান ওয়েবসাইটে প্রকাশ করা হবে।	[141, 760, 508, 792]
table-cell: সিলেট ক্যাডেট কলেজ	[345, 1437, 461, 1466]
para-6: ৬। লিখিত পরীক্ষার কেন্দ্রসমূহ, প্রয়োজনীয় কাগজপত্র প্রেরণের ঠিকানা এবং যোগাযোগের নম্বর। লিখিত পরীক্ষার জন্য প্রয়োজনীয় কাগজপত্র প্রেরণের ঠিকানা এবং যোগাযোগের নম্বরসমূহ নিম্নরূপ :	[17, 1149, 829, 1178]
table-cell: নির্ঝর ক্যান্টনমেন্ট পাবলিক স্কুল এন্ড কলেজ, ঢাকা সেনানিবাস	[78, 1733, 288, 1763]
table-cell: ১৯।	[49, 1733, 79, 1763]
table-cell: ১২।	[49, 1526, 79, 1555]
summary-row	[856, 1456, 1646, 1471]
table-cell: সামরিক	[901, 228, 966, 312]
table-cell	[748, 1361, 829, 1390]
table-cell: পাবনা ক্যাডেট কলেজ	[345, 1644, 461, 1674]
center-row	[49, 1763, 829, 1793]
table-cell: ১৩।	[49, 1555, 79, 1585]
document-item: ঘ. প্রার্থীর পিতা/অভিভাবক ও মাতার মাসিক আয়ের স্বপক্ষে যথাযথ কর্তৃপক্ষের প্রত্যয়নপত্র।	[877, 468, 1272, 482]
table-cell: অধ্যক্ষ, কুমিল্লা ক্যাডেট কলেজ ডাক ঃ কোটবাড়ী, কুমিল্লা-৩৫০৩	[461, 1825, 747, 1855]
table-cell: ৪।	[49, 1301, 79, 1331]
table-cell: ছেলে	[288, 1733, 345, 1763]
summary-row	[856, 1471, 1646, 1486]
document-item: ক. প্রার্থীর প্রাথমিক শিক্ষা সমাপণী/প্রাথমিক ইবতেদায়ী শিক্ষা সমাপনী পরীক্ষার সত্যায়িত সনদপত্র। ইংরেজী মাধ্যমে অধ্যয়নরত প্রার্থীর ক্ষেত্রে ৫ম/সমমান শ্রেণিতে উত্তীর্ণের প্রমাণ প্রধান শিক্ষক কর্তৃক প্রদত্ত প্রত্যয়নপত্র।	[877, 376, 1640, 403]
table-cell: ক্যাম্পাস (ক্যাডেট কলেজ)	[901, 312, 966, 355]
table-cell	[345, 1793, 461, 1809]
table-cell	[345, 1272, 461, 1301]
disqualification-item: খ. লিখিত, মৌখিক ও স্বাস্থ্য পরীক্ষায় অযোগ্য হলে।	[48, 1052, 272, 1066]
center-row	[49, 1361, 829, 1390]
table-header-cell: যোগাযোগের নম্বর	[748, 1183, 829, 1212]
table-cell	[345, 1674, 461, 1704]
table-cell: ময়মনসিংহ গার্লস ক্যাডেট কলেজ	[78, 1763, 288, 1793]
table-cell: শুধুমাত্র প্রতিরক্ষা মন্ত্রণালয়ে কর্মরত সকল কর্মকর্তা ও কর্মচারীগণের সন্তান	[966, 185, 1114, 228]
disqualification-item: ঘ. এ্যাজমা (Asthma), মৃগী (Epilepsy), হৃদরোগ (Heart Disease), বাত (Arthritis), বাতজ্বর (Rheumatic Fever), যক্ষা (Tuberculosis), পুরাতন আমাশয় (Chronic Dysentery), হেপাটাইটিস (Hepatitis), ডিওডেনাল আলসার (Duodenal Ulcer), রাতকানা (Night Blindness), যেকোন ধরনের ডায়াবেটিস (Diabetes), হেমোফিলিয়া (Haemophilia), বিছানায় প্রস্রাব করা ইত্যাদি রোগে আক্রান্ত হলে।	[48, 1085, 829, 1128]
table-cell: শালবন স্কুল (ক্যাম্পাস)	[78, 1855, 288, 1885]
table-cell	[748, 1855, 829, 1885]
signature-line: সেনাসদর, ঢাকা সেনানিবাস	[1499, 1604, 1619, 1617]
center-row	[49, 1885, 829, 1914]
naval-cadets-photo	[167, 401, 260, 534]
table-cell: ১৮।	[49, 1704, 79, 1733]
table-header-cell: দায়িত্বপ্রাপ্ত ক্যাডেট কলেজ	[345, 1183, 461, 1212]
table-cell	[345, 1914, 461, 1944]
center-row	[49, 1974, 829, 2003]
college-badge-icon	[383, 425, 431, 473]
portrait-image	[688, 30, 753, 109]
table-cell: অধ্যক্ষ, জয়পুরহাট গার্লস ক্যাডেট কলেজ ডাক ঃ জয়পুরহাট, জয়পুরহাট-৫৯০০	[461, 1944, 747, 1974]
center-row	[49, 1615, 829, 1644]
college-badge-icon	[499, 304, 547, 352]
table-cell: ২৯ জানুয়ারি ২০২১ (শুক্রবার)	[141, 727, 508, 760]
table-cell	[1364, 185, 1656, 228]
table-cell: ছেলে ও মেয়ে	[288, 1885, 345, 1914]
table-cell	[461, 1914, 747, 1944]
para-14: ১৪। পরীক্ষার মাধ্যম : বাংলা/ইংরেজী মাধ্যমে একটি মাধ্যমে লিখিত পরীক্ষায় অংশগ্রহণ করা যাবে।	[846, 1011, 1278, 1025]
table-cell: এক চক্ষুতে ≥ ৬/১২ অন্য চক্ষুতে ≥ ৬/১৮	[92, 983, 236, 1016]
table-header-cell: পরীক্ষার্থী	[288, 1183, 345, 1212]
signature-line: এ্যাসিস্টেন্ট এ্যাডজুট্যান্ট জেনারেল (ক্যাডেট কলেজেস)	[1375, 1559, 1619, 1573]
table-cell: ৮।	[49, 1420, 79, 1437]
table-cell: ১০।	[49, 1466, 79, 1496]
instruction-item: ড. সার্বিক করোনা পরিস্থিতির বিষয়টি বিবেচনা করে সকল পরীক্ষার্থীর সাথে শুধুমাত্র ০১ জন করে অভিভাবক আগমনের জন্য অনুরোধ করা হলো।	[877, 1384, 1510, 1398]
para-13: ১৩। ত্রুটিপূর্ণ আবেদনপত্র : স্তবক-৭ এবং ৮ (যার জন্য যা প্রযোজ্য) এ চাহিদাকৃত কাগজপত্রের ঘাটতি গ্রহণযোগ্য নয়। ২২ জানুয়ারি ২০২১ তারিখের মধ্যে চাহিদাকৃত কাগজ-পত্রাদি প্রার্থীর প্রবেশপত্রে উল্লেখিত পরীক্ষা কেন্দ্রের দায়িত্বপ্রাপ্ত ক্যাডেট কলেজে জমা করার ব্যর্থ হলে আবেদনপত্র ত্রুটিপূর্ণ/প্রার্থিতা বাতিল হিসেবে গণ্য করা হবে।	[846, 978, 1656, 1006]
table-cell: সামরিক বাহিনীতে (সেনা/নৌ/বিমানবাহিনী) কর্মরত সদস্যগণ তাদের সার্ভিস আইডি কার্ড এর মাধ্যমে অনলাইনে সরাসরি সামরিক কোটা সুবিধাটি নিতে পারবেন। শুধুমাত্র অবসরপ্রাপ্ত সদস্যদের ক্ষেত্রে স্ব স্ব রেকর্ডস এর প্রত্যয়নপত্র/ খালাসী বইয়ের স্ক্যান কপি (রেকর্ডস এর সীল ও স্বাক্ষর সম্বলিত) আপলোডের মাধ্যমে কোটা সুবিধা সরাসরি নিতে পারবেন।	[1364, 228, 1656, 312]
table-cell: জয়পুরহাট গার্লস ক্যাডেট কলেজ	[345, 1944, 461, 1974]
table-cell: অধ্যক্ষ, ফেনী গার্লস ক্যাডেট কলেজ ডাক ঃ ফেনী, ফেনী-৩৯০০	[461, 1885, 747, 1914]
summary-value: ২২ নভেম্বর ২০২০ তারিখ, সকাল ০৮০০ ঘটিকা হতে ১০ জানুয়ারি ২০২১ তারিখ বিকাল ১৭০০ ঘটিকা পর্যন্ত।	[1116, 1456, 1605, 1470]
table-cell: ১১।	[49, 1496, 79, 1526]
